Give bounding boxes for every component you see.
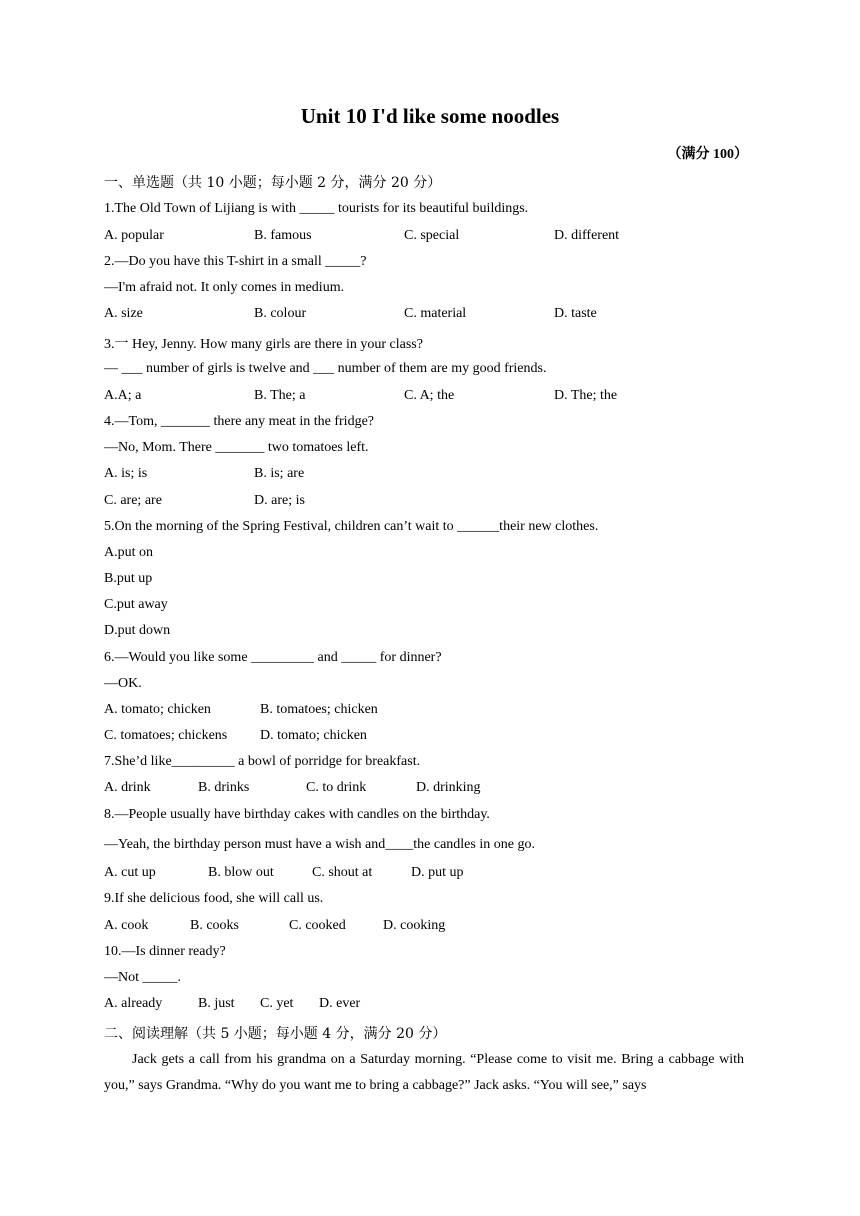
q2-option-d: D. taste [554, 306, 597, 321]
q2-option-b: B. colour [254, 306, 307, 321]
question-4-stem: 4.—Tom, _______ there any meat in the fridge? [104, 414, 374, 429]
q8-option-b: B. blow out [208, 865, 274, 880]
full-score-label: （满分 100） [667, 147, 748, 162]
q3-option-a: A.A; a [104, 388, 142, 403]
q6-option-b: B. tomatoes; chicken [260, 702, 378, 717]
q5-option-d: D.put down [104, 623, 171, 638]
q7-option-d: D. drinking [416, 780, 481, 795]
q7-option-a: A. drink [104, 780, 151, 795]
q2-option-c: C. material [404, 306, 467, 321]
question-1-stem: 1.The Old Town of Lijiang is with _____ tourists for its beautiful buildings. [104, 201, 529, 216]
question-6-stem: 6.—Would you like some _________ and _____ for dinner? [104, 650, 442, 665]
q10-option-a: A. already [104, 996, 163, 1011]
q8-option-c: C. shout at [312, 865, 373, 880]
q9-option-d: D. cooking [383, 918, 446, 933]
question-8-reply: —Yeah, the birthday person must have a wish and____the candles in one go. [104, 837, 535, 852]
q1-option-b: B. famous [254, 228, 312, 243]
q2-option-a: A. size [104, 306, 143, 321]
question-6-reply: —OK. [104, 676, 142, 691]
q7-option-b: B. drinks [198, 780, 250, 795]
q4-option-d: D. are; is [254, 493, 305, 508]
question-3-stem: 3.一 Hey, Jenny. How many girls are there in your class? [104, 337, 423, 352]
q3-option-d: D. The; the [554, 388, 618, 403]
q3-option-c: C. A; the [404, 388, 455, 403]
question-8-stem: 8.—People usually have birthday cakes with candles on the birthday. [104, 807, 490, 822]
section-heading-single-choice: 一、单选题（共 10 小题；每小题 2 分，满分 20 分） [104, 175, 442, 191]
q8-option-a: A. cut up [104, 865, 156, 880]
q4-option-b: B. is; are [254, 466, 305, 481]
q5-option-a: A.put on [104, 545, 153, 560]
page-title: Unit 10 I'd like some noodles [300, 104, 560, 128]
q10-option-b: B. just [198, 996, 235, 1011]
q6-option-a: A. tomato; chicken [104, 702, 211, 717]
question-9-stem: 9.If she delicious food, she will call us. [104, 891, 324, 906]
q1-option-a: A. popular [104, 228, 164, 243]
q1-option-d: D. different [554, 228, 620, 243]
q10-option-d: D. ever [319, 996, 361, 1011]
question-10-stem: 10.—Is dinner ready? [104, 944, 226, 959]
q3-option-b: B. The; a [254, 388, 306, 403]
q7-option-c: C. to drink [306, 780, 367, 795]
question-2-stem: 2.—Do you have this T-shirt in a small _____? [104, 254, 367, 269]
question-3-reply: — ___ number of girls is twelve and ___ number of them are my good friends. [104, 361, 547, 376]
question-4-reply: —No, Mom. There _______ two tomatoes left. [104, 440, 369, 455]
section-heading-reading: 二、阅读理解（共 5 小题；每小题 4 分，满分 20 分） [104, 1026, 447, 1042]
question-10-reply: —Not _____. [104, 970, 181, 985]
question-7-stem: 7.She’d like_________ a bowl of porridge for breakfast. [104, 754, 421, 769]
question-5-stem: 5.On the morning of the Spring Festival, children can’t wait to ______their new clothes. [104, 519, 599, 534]
q4-option-a: A. is; is [104, 466, 148, 481]
q6-option-c: C. tomatoes; chickens [104, 728, 228, 743]
q9-option-a: A. cook [104, 918, 149, 933]
q1-option-c: C. special [404, 228, 460, 243]
q9-option-c: C. cooked [289, 918, 346, 933]
q10-option-c: C. yet [260, 996, 294, 1011]
q4-option-c: C. are; are [104, 493, 162, 508]
q6-option-d: D. tomato; chicken [260, 728, 367, 743]
q5-option-b: B.put up [104, 571, 153, 586]
reading-passage: Jack gets a call from his grandma on a Saturday morning. “Please come to visit me. Bring a cabbage with you,” says Grandma. “Why do you want me to bring a cabbage?” Jack asks. “You will see,” says [104, 1052, 744, 1093]
q9-option-b: B. cooks [190, 918, 239, 933]
question-2-reply: —I'm afraid not. It only comes in medium. [104, 280, 345, 295]
q8-option-d: D. put up [411, 865, 464, 880]
q5-option-c: C.put away [104, 597, 168, 612]
